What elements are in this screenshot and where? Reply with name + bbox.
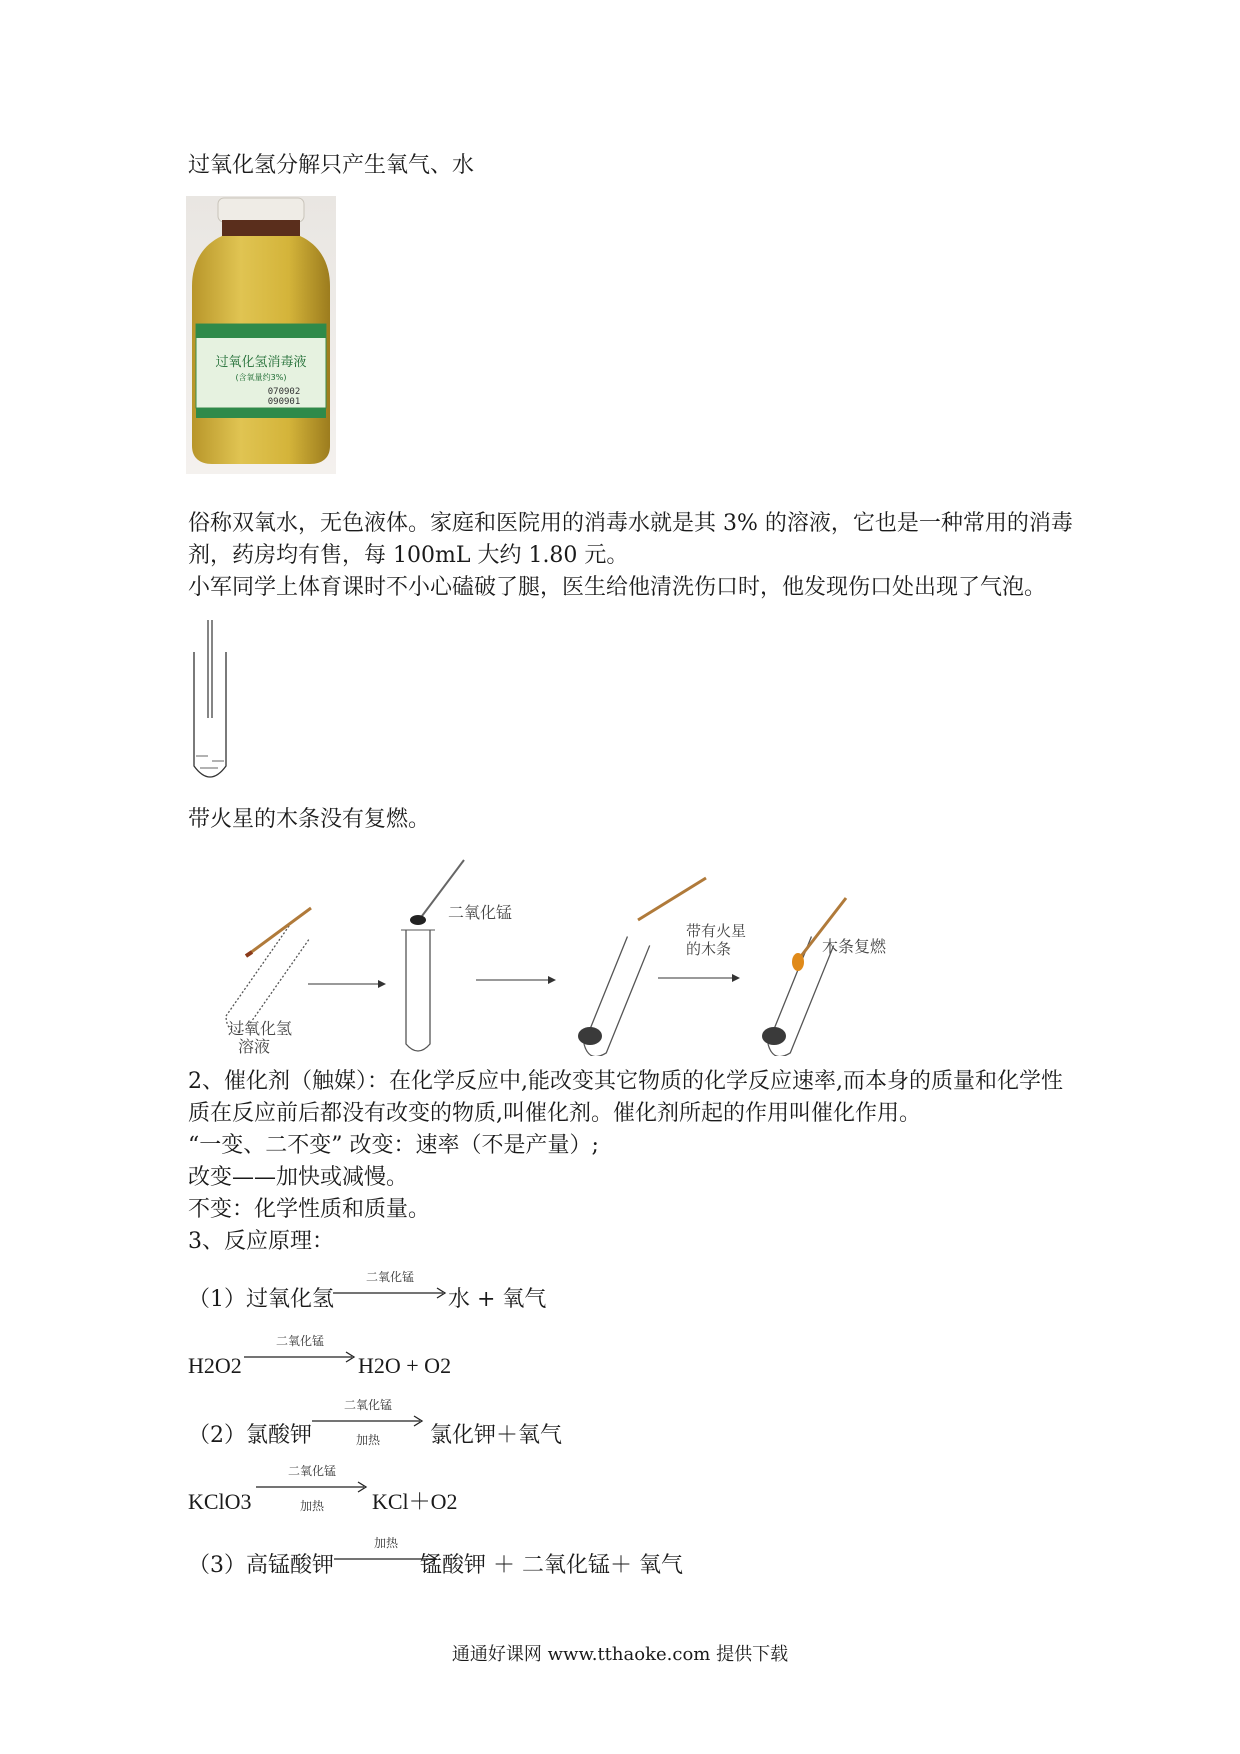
- bottle-label-code1: 070902: [267, 387, 301, 397]
- reaction-1-arrow: [333, 1270, 447, 1310]
- reaction-2-right: H2O + O2: [358, 1353, 452, 1378]
- catalyst-line-5: 不变：化学性质和质量。: [188, 1197, 431, 1222]
- reaction-3-left: （2）氯酸钾: [188, 1423, 312, 1448]
- hydrogen-peroxide-bottle-image: [186, 196, 336, 474]
- label-splint-1: 带有火星: [686, 922, 747, 940]
- reaction-2-arrow: [244, 1334, 356, 1374]
- reaction-1-left: （1）过氧化氢: [188, 1287, 334, 1312]
- test-tube-caption: 带火星的木条没有复燃。: [188, 807, 431, 832]
- intro-line-1: 俗称双氧水，无色液体。家庭和医院用的消毒水就是其 3% 的溶液，它也是一种常用的消毒: [188, 511, 1073, 536]
- catalyst-line-1: 2、催化剂（触媒）：在化学反应中,能改变其它物质的化学反应速率,而本身的质量和化学性: [188, 1069, 1063, 1094]
- reaction-2-left: H2O2: [188, 1353, 242, 1378]
- heading: 过氧化氢分解只产生氧气、水: [188, 153, 475, 178]
- reaction-3-condition-below: 加热: [355, 1433, 380, 1447]
- reaction-3-arrow: [312, 1398, 424, 1447]
- reaction-5-condition: 加热: [373, 1536, 398, 1550]
- intro-line-2: 剂，药房均有售，每 100mL 大约 1.80 元。: [188, 543, 629, 568]
- label-h2o2: 过氧化氢: [228, 1019, 293, 1038]
- bottle-label-code2: 090901: [267, 397, 301, 407]
- reaction-5-right: 锰酸钾 ＋ 二氧化锰＋ 氧气: [420, 1553, 683, 1578]
- test-tube-with-splint-figure: [186, 618, 236, 786]
- catalyst-experiment-figure: [186, 856, 936, 1056]
- reaction-1-right: 水 + 氧气: [448, 1287, 547, 1312]
- bottle-label-sub: (含氧量约3%): [235, 373, 287, 382]
- label-relight: 木条复燃: [822, 937, 887, 956]
- reaction-3-condition-above: 二氧化锰: [343, 1398, 392, 1412]
- reaction-3-right: 氯化钾＋氧气: [430, 1423, 563, 1448]
- footer: 通通好课网 www.tthaoke.com 提供下载: [451, 1644, 789, 1665]
- reaction-4-condition-above: 二氧化锰: [287, 1464, 336, 1478]
- reaction-2-condition: 二氧化锰: [275, 1334, 324, 1348]
- reaction-4-arrow: [256, 1464, 368, 1513]
- reaction-4-right: KCl＋O2: [372, 1489, 458, 1514]
- label-splint-2: 的木条: [686, 940, 732, 958]
- reaction-4-left: KClO3: [188, 1489, 252, 1514]
- catalyst-line-2: 质在反应前后都没有改变的物质,叫催化剂。催化剂所起的作用叫催化作用。: [188, 1101, 921, 1126]
- reaction-5-left: （3）高锰酸钾: [188, 1553, 334, 1578]
- intro-line-3: 小军同学上体育课时不小心磕破了腿，医生给他清洗伤口时，他发现伤口处出现了气泡。: [188, 575, 1047, 600]
- reaction-4-condition-below: 加热: [299, 1499, 324, 1513]
- catalyst-line-4: 改变——加快或减慢。: [188, 1165, 409, 1190]
- reaction-1-condition: 二氧化锰: [365, 1270, 414, 1284]
- catalyst-line-3: “一变、二不变” 改变：速率（不是产量）;: [188, 1133, 599, 1158]
- label-mno2: 二氧化锰: [448, 903, 513, 922]
- bottle-label-title: 过氧化氢消毒液: [215, 355, 307, 370]
- label-solution: 溶液: [238, 1037, 271, 1056]
- catalyst-line-6: 3、反应原理：: [188, 1229, 334, 1254]
